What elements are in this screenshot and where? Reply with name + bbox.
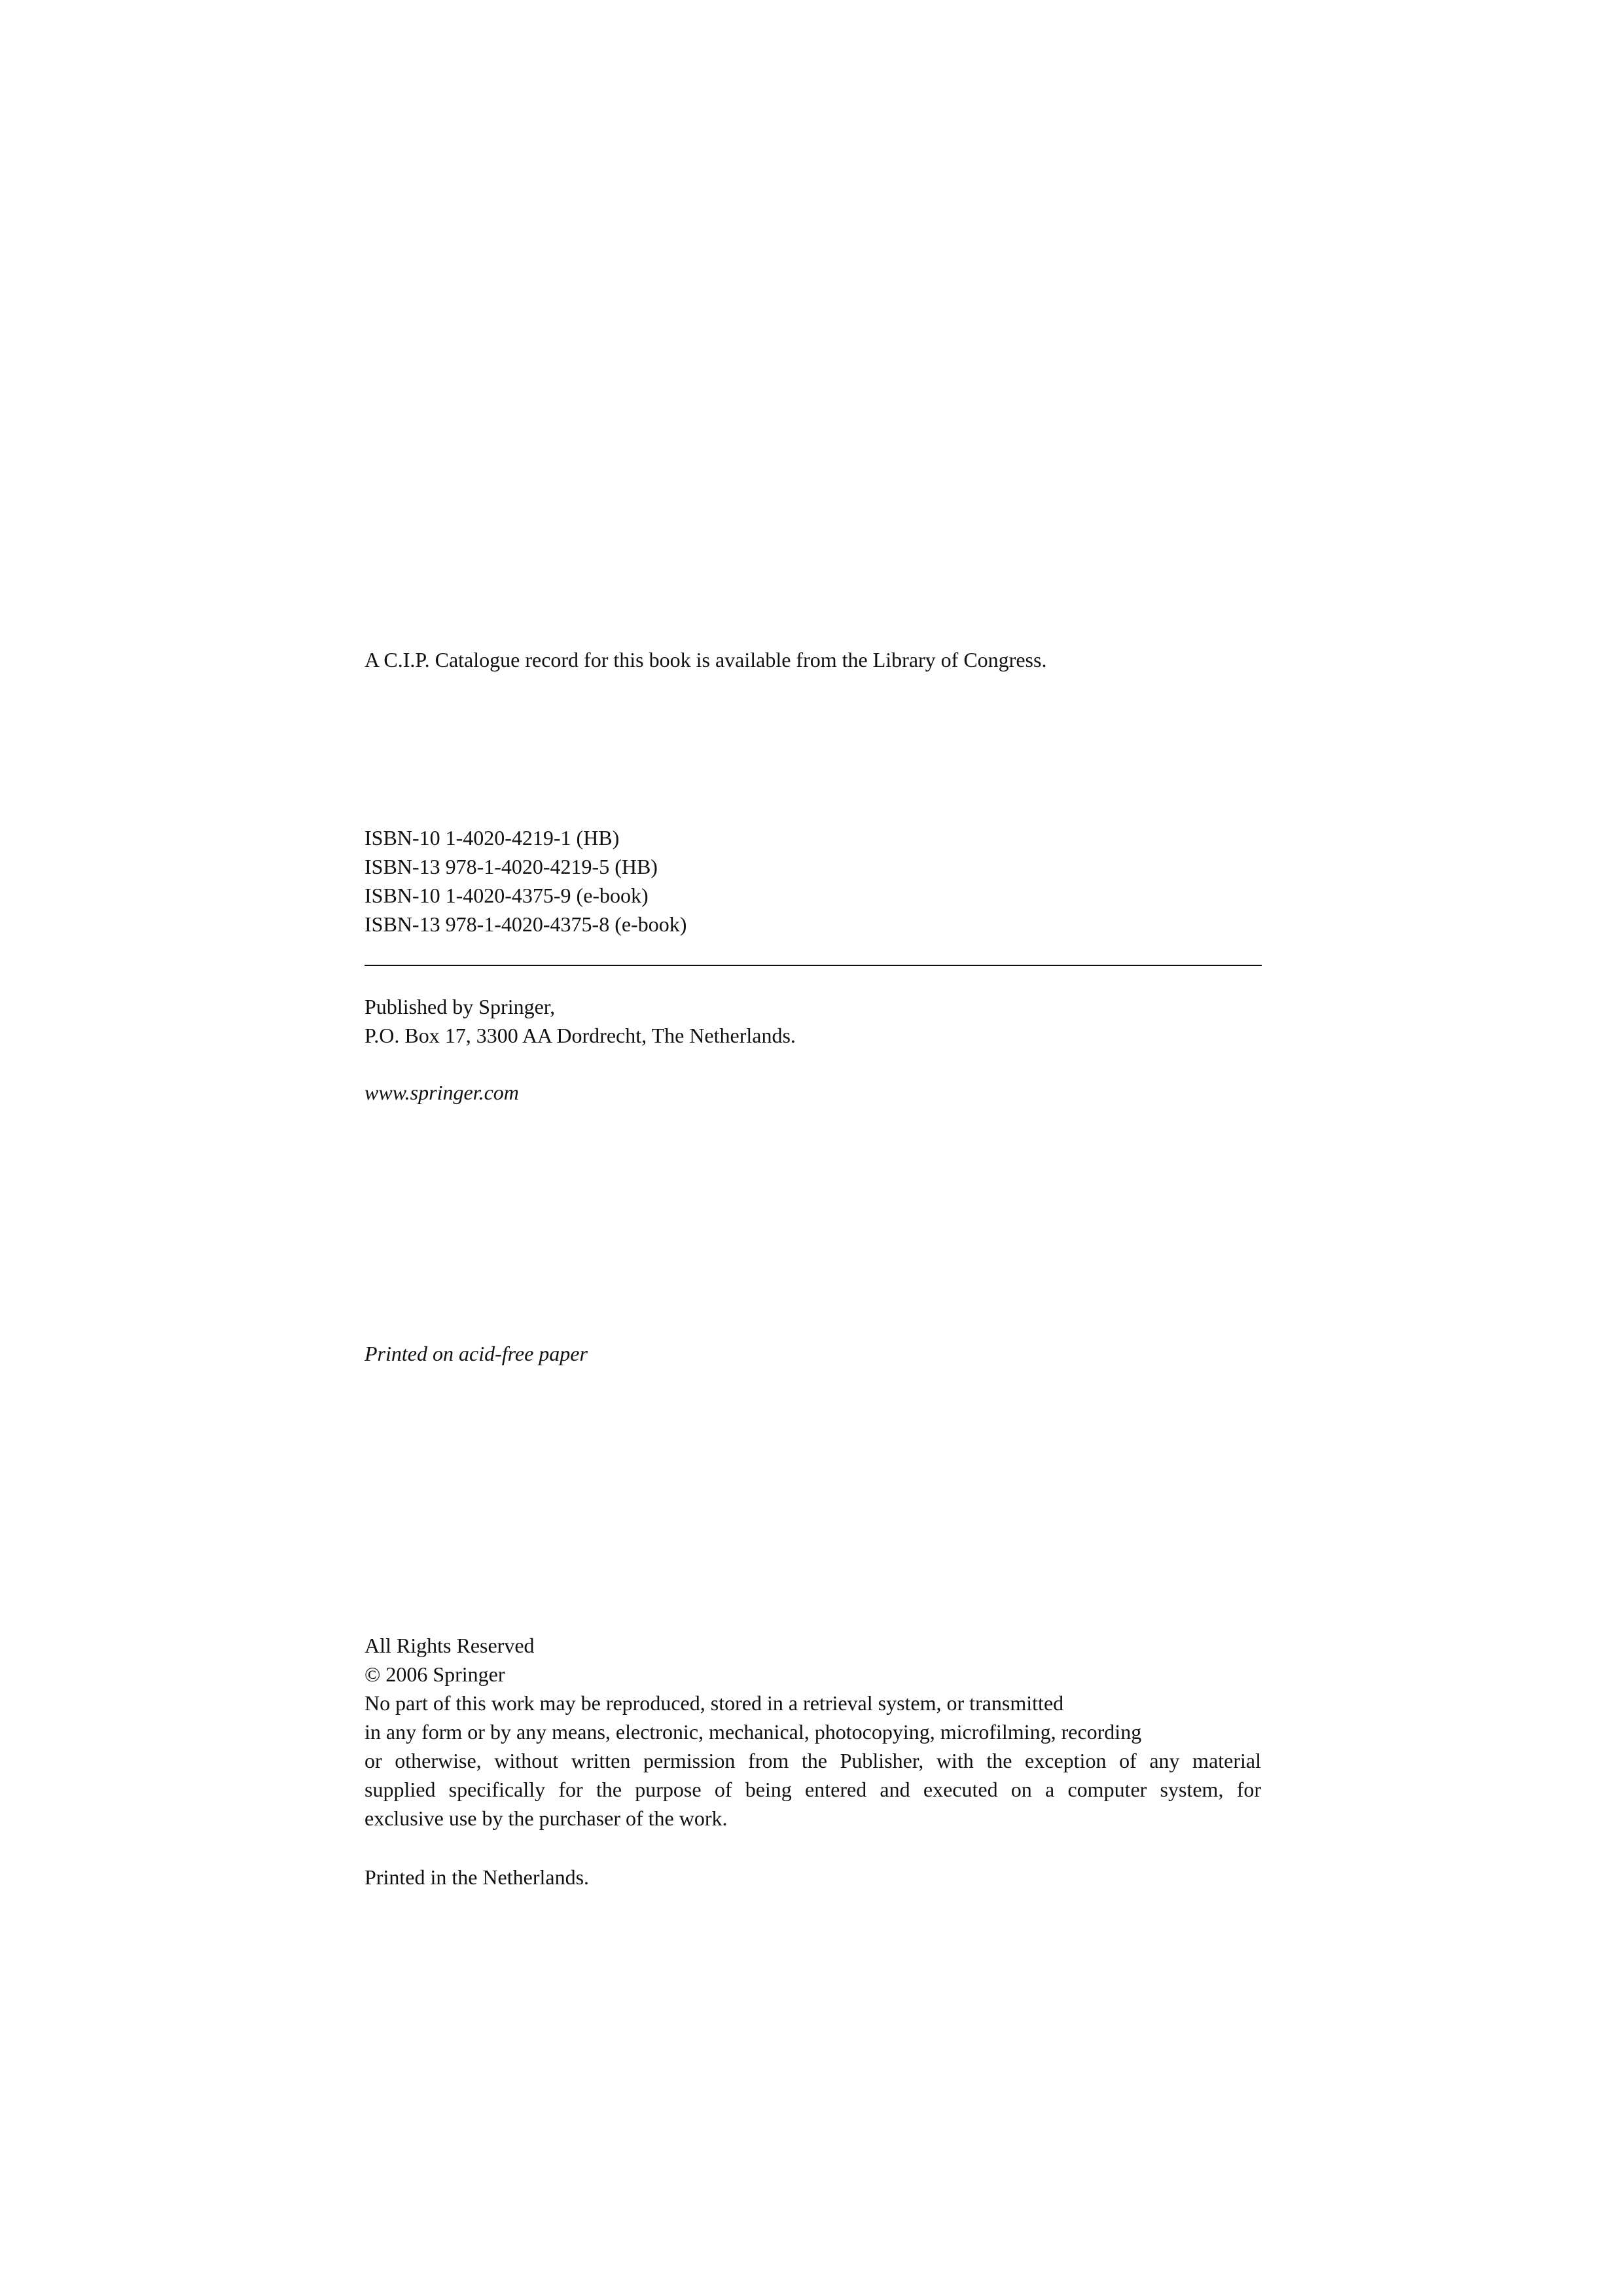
printed-in-block <box>365 1863 1261 1892</box>
isbn-13-ebook: ISBN-13 978-1-4020-4375-8 (e-book) <box>365 912 687 936</box>
paper-note-block <box>365 1339 1261 1368</box>
rights-text-line: in any form or by any means, electronic, mechanical, photocopying, microfilming, recording <box>365 1720 1142 1744</box>
rights-block <box>365 1631 1261 1833</box>
rights-heading: All Rights Reserved <box>365 1634 535 1657</box>
printed-in: Printed in the Netherlands. <box>365 1865 590 1889</box>
publisher-address: P.O. Box 17, 3300 AA Dordrecht, The Netherlands. <box>365 1024 796 1047</box>
rights-text-line: No part of this work may be reproduced, stored in a retrieval system, or transmitted <box>365 1691 1064 1715</box>
acid-free-paper-note: Printed on acid-free paper <box>365 1342 588 1365</box>
publisher-website: www.springer.com <box>365 1081 519 1104</box>
rights-text-line: exclusive use by the purchaser of the work. <box>365 1806 728 1830</box>
publisher-block <box>365 992 1261 1050</box>
isbn-10-ebook: ISBN-10 1-4020-4375-9 (e-book) <box>365 884 649 907</box>
separator-rule <box>365 965 1262 966</box>
publisher-name: Published by Springer, <box>365 995 556 1018</box>
rights-text-line: supplied specifically for the purpose of being entered and executed on a computer system, for <box>365 1778 1261 1801</box>
cip-notice: A C.I.P. Catalogue record for this book is available from the Library of Congress. <box>365 648 1047 672</box>
isbn-list <box>365 823 1261 939</box>
isbn-13-hb: ISBN-13 978-1-4020-4219-5 (HB) <box>365 855 658 878</box>
website-block <box>365 1078 1261 1107</box>
rights-text-line: or otherwise, without written permission from the Publisher, with the exception of any material <box>365 1749 1261 1772</box>
copyright-line: © 2006 Springer <box>365 1662 505 1686</box>
isbn-10-hb: ISBN-10 1-4020-4219-1 (HB) <box>365 826 620 850</box>
cip-block <box>365 645 1261 674</box>
